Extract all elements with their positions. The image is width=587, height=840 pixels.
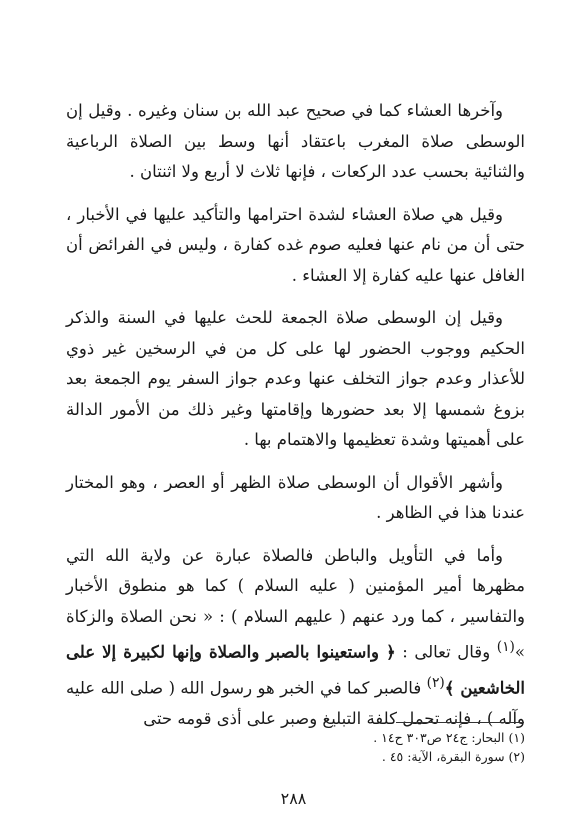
footnote-separator	[396, 722, 524, 723]
footnote-ref-2: (٢)	[426, 675, 445, 691]
paragraph-5-text-a: وأما في التأويل والباطن فالصلاة عبارة عن ولاية الله التي مظهرها أمير المؤمنين ( عليه السلام ) كما هو منطوق الأخبار والتفاسير ، كما ورد عنهم ( عليهم السلام ) : « نحن الصلاة والزكاة »	[66, 545, 525, 662]
footnote-ref-1: (١)	[496, 639, 515, 655]
quran-verse: ﴿ واستعينوا بالصبر والصلاة وإنها لكبيرة إلا على الخاشعين ﴾	[66, 642, 525, 698]
footnotes	[66, 728, 525, 766]
footnote-2: (٢) سورة البقرة، الآية: ٤٥ .	[381, 749, 525, 764]
paragraph-5	[66, 541, 525, 735]
paragraph-5-text-c: فالصبر كما في الخبر هو رسول الله ( صلى الله عليه وآله ) ، فإنه تحمل كلفة التبليغ وصبر على أذى قومه حتى	[66, 678, 525, 728]
paragraph-1: وآخرها العشاء كما في صحيح عبد الله بن سنان وغيره . وقيل إن الوسطى صلاة المغرب باعتقاد أنها وسط بين الصلاة الرباعية والثنائية بحسب عدد الركعات ، فإنها ثلاث لا أربع ولا اثنتان .	[66, 101, 525, 181]
paragraph-4: وأشهر الأقوال أن الوسطى صلاة الظهر أو العصر ، وهو المختار عندنا هذا في الظاهر .	[66, 472, 525, 522]
main-text	[66, 96, 525, 747]
paragraph-5-text-b: وقال تعالى :	[395, 642, 497, 662]
paragraph-2: وقيل هي صلاة العشاء لشدة احترامها والتأكيد عليها في الأخبار ، حتى أن من نام عنها فعليه صوم غده كفارة ، وليس في الفرائض أن الغافل عنها عليه كفارة إلا العشاء .	[66, 204, 525, 285]
paragraph-3: وقيل إن الوسطى صلاة الجمعة للحث عليها في السنة والذكر الحكيم ووجوب الحضور لها على كل من في الرسخين غير ذوي للأعذار وعدم جواز التخلف عنها وعدم جواز السفر يوم الجمعة بعد بزوغ شمسها إلا بعد حضورها وإقامتها وغير ذلك من الأمور الدالة على أهميتها وشدة تعظيمها والاهتمام بها .	[66, 308, 525, 449]
footnote-1: (١) البحار: ج٢٤ ص٣٠٣ ح١٤ .	[373, 730, 525, 745]
page-number: ٢٨٨	[280, 789, 307, 808]
